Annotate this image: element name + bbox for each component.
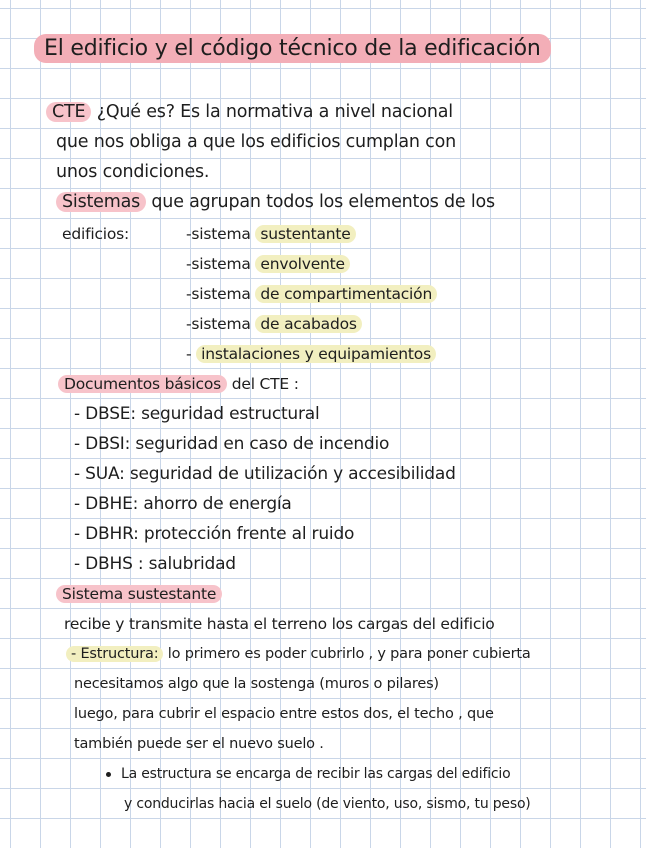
- sistema-item-highlight: de acabados: [255, 315, 361, 333]
- sistema-item-highlight: sustentante: [255, 225, 355, 243]
- documento-code: - DBHE:: [74, 494, 139, 514]
- sistemas-label: edificios:: [62, 225, 130, 243]
- documento-item: [74, 492, 292, 516]
- sistemas-text-1: que agrupan todos los elementos de los: [151, 192, 495, 212]
- sistema-item-prefix: -sistema: [186, 285, 251, 303]
- cte-line-1: [46, 100, 453, 124]
- documento-desc: salubridad: [148, 554, 236, 574]
- sustentante-bullet: [106, 762, 510, 786]
- sistema-item-prefix: -sistema: [186, 255, 251, 273]
- sustentante-line-4: luego, para cubrir el espacio entre estos dos, el techo , que: [74, 706, 494, 722]
- sistema-item-prefix: -sistema: [186, 225, 251, 243]
- bullet-dot-icon: [106, 772, 111, 777]
- page-title: [34, 34, 551, 64]
- documento-code: - DBHR:: [74, 524, 139, 544]
- cte-term: CTE: [46, 102, 91, 122]
- sistema-item-prefix: -: [186, 345, 192, 363]
- sistema-item-prefix: -sistema: [186, 315, 251, 333]
- sustentante-heading: [56, 582, 222, 606]
- cte-text-1: ¿Qué es? Es la normativa a nivel nacional: [96, 102, 453, 122]
- documento-code: - DBSI:: [74, 434, 131, 454]
- documento-desc: seguridad de utilización y accesibilidad: [129, 464, 456, 484]
- sistemas-term: Sistemas: [56, 192, 146, 212]
- sistema-item: [186, 312, 362, 336]
- sustentante-line-5: también puede ser el nuevo suelo .: [74, 736, 324, 752]
- estructura-text: lo primero es poder cubrirlo , y para poner cubierta: [167, 646, 531, 662]
- sustentante-bullet-cont: y conducirlas hacia el suelo (de viento, uso, sismo, tu peso): [124, 796, 531, 812]
- sistema-item-highlight: de compartimentación: [255, 285, 437, 303]
- sistema-item: [186, 222, 356, 246]
- sustentante-line-1: recibe y transmite hasta el terreno los cargas del edificio: [64, 615, 495, 633]
- documentos-heading: [58, 372, 299, 396]
- documento-item: [74, 402, 320, 426]
- documento-code: - DBSE:: [74, 404, 136, 424]
- sistema-item: [186, 342, 436, 366]
- documento-desc: protección frente al ruido: [143, 524, 355, 544]
- cte-line-3: unos condiciones.: [56, 162, 210, 182]
- documento-item: [74, 552, 236, 576]
- documento-desc: seguridad en caso de incendio: [135, 434, 390, 454]
- documento-item: [74, 432, 389, 456]
- sistema-item: [186, 252, 350, 276]
- estructura-label: - Estructura:: [66, 646, 163, 662]
- documentos-term: Documentos básicos: [58, 375, 227, 393]
- cte-line-2: que nos obliga a que los edificios cumplan con: [56, 132, 456, 152]
- sistemas-line-1: [56, 190, 495, 214]
- sustentante-line-2: [66, 642, 531, 666]
- sustentante-line-3: necesitamos algo que la sostenga (muros o pilares): [74, 676, 439, 692]
- sistema-item-highlight: instalaciones y equipamientos: [196, 345, 436, 363]
- documento-item: [74, 522, 354, 546]
- documento-desc: ahorro de energía: [143, 494, 292, 514]
- documento-desc: seguridad estructural: [141, 404, 320, 424]
- documento-code: - DBHS :: [74, 554, 144, 574]
- sistema-item-highlight: envolvente: [255, 255, 349, 273]
- bullet-text: La estructura se encarga de recibir las cargas del edificio: [121, 766, 511, 782]
- documento-item: [74, 462, 456, 486]
- documento-code: - SUA:: [74, 464, 125, 484]
- sustentante-term: Sistema sustestante: [56, 585, 222, 603]
- title-highlight: El edificio y el código técnico de la edificación: [34, 34, 551, 63]
- sistema-item: [186, 282, 437, 306]
- documentos-rest: del CTE :: [231, 375, 299, 393]
